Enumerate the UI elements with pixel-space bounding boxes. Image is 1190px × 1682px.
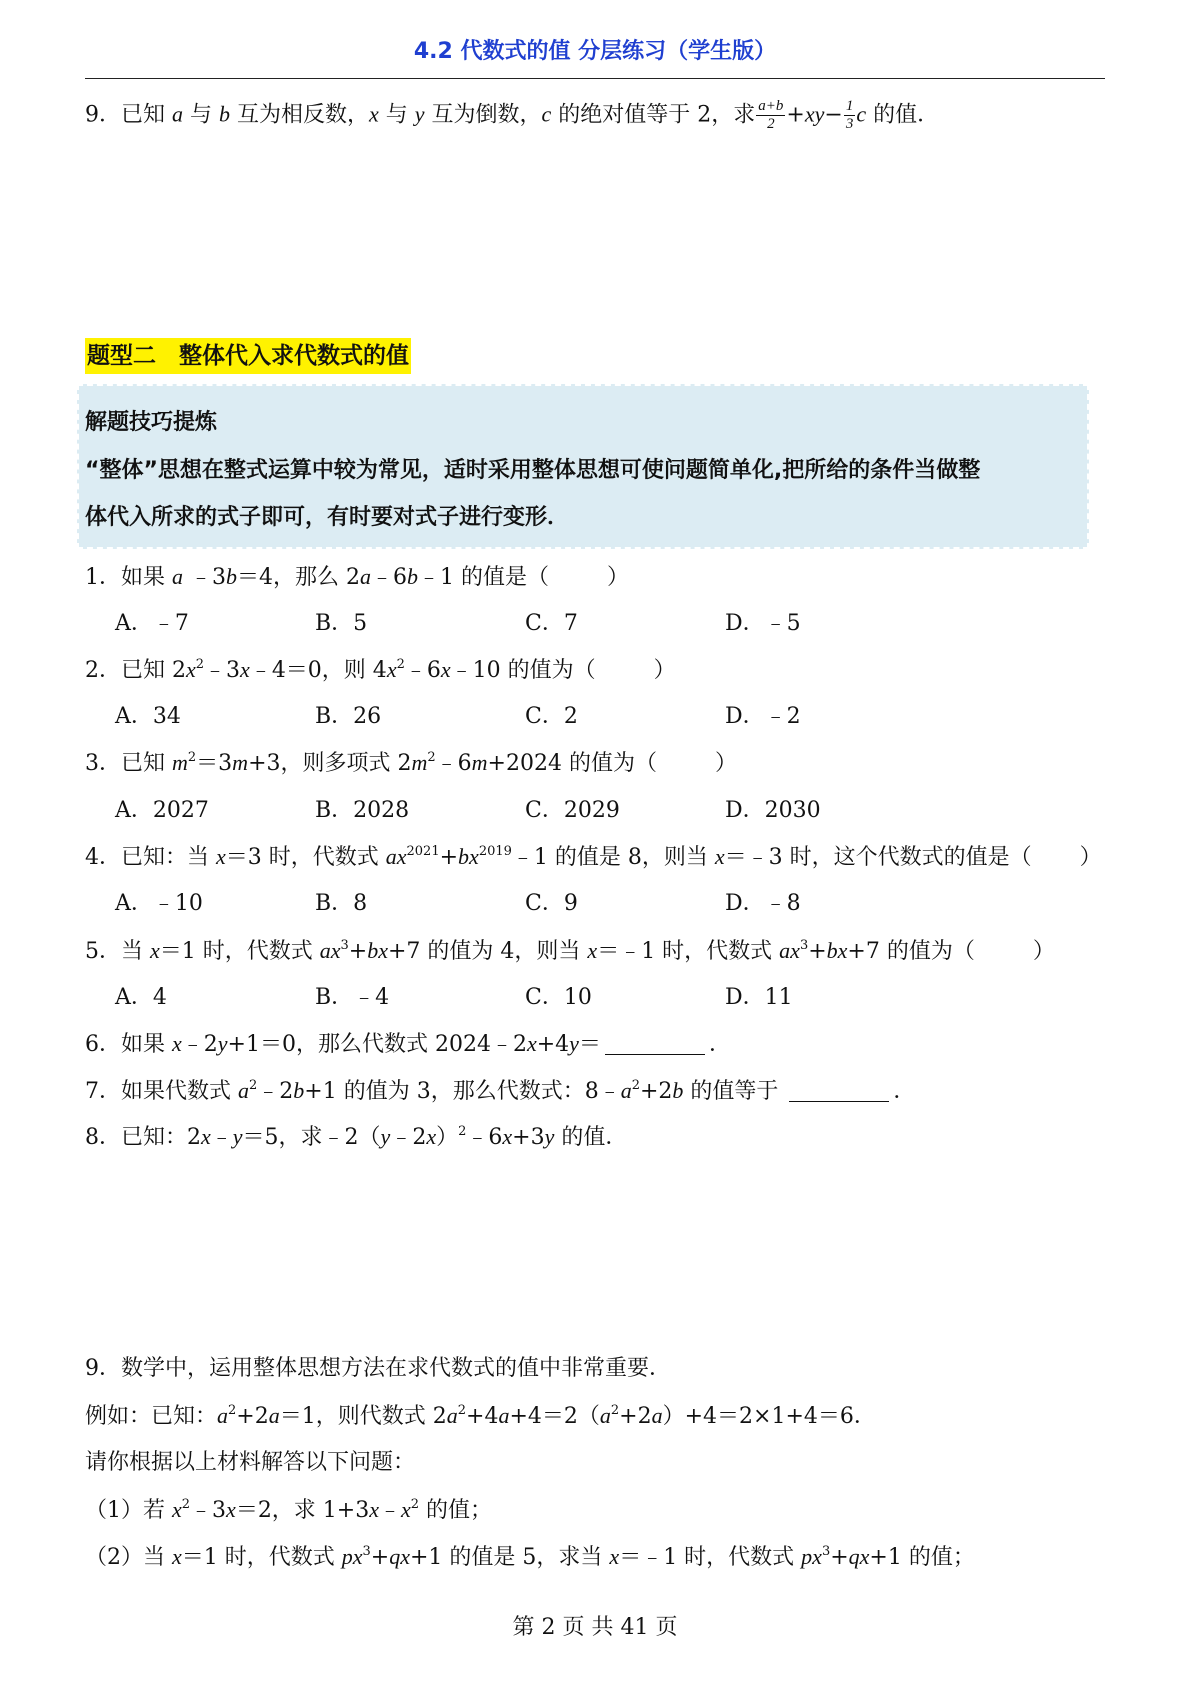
tip-line-2: 体代入所求的式子即可，有时要对式子进行变形． — [85, 505, 570, 530]
q1-option-d: D．﹣5 — [725, 611, 801, 636]
question-6: 6．如果 x﹣2y+1＝0，那么代数式 2024﹣2x+4y＝ ． — [85, 1031, 731, 1057]
q2-option-c: C．2 — [525, 704, 578, 729]
q5-option-c: C．10 — [525, 985, 592, 1010]
q3-option-d: D．2030 — [725, 798, 821, 823]
fraction-one-third: $\frac{1}{3}$ — [845, 98, 854, 132]
q2-option-a: A．34 — [115, 704, 181, 729]
question-3: 3．已知 $m^2=3m+3$，则多项式 $2m^2﹣6m+2024$ 的值为（ ） — [85, 750, 737, 776]
fraction-a-plus-b-over-2: $\frac{a+b}{2}$ — [758, 98, 784, 132]
q2-option-d: D．﹣2 — [725, 704, 801, 729]
question-2: 2．已知 $2x^2﹣3x﹣4=0$，则 $4x^2﹣6x﹣10$ 的值为（ ） — [85, 657, 676, 683]
header-rule — [85, 78, 1105, 79]
answer-blank[interactable] — [605, 1032, 705, 1055]
question-1: 1．如果 a ﹣3b＝4，那么 2a﹣6b﹣1 的值是（ ） — [85, 564, 630, 590]
page-footer: 第 2 页 共 41 页 — [512, 1615, 678, 1640]
q1-option-c: C．7 — [525, 611, 578, 636]
question-7: 7．如果代数式 $a^2﹣2b+1$ 的值为 3，那么代数式：$8﹣a^2+2b$ 的值等于 ． — [85, 1078, 916, 1104]
question-9-part-2: （2）当 x＝1 时，代数式 $px^3+qx+1$ 的值是 5，求当 x＝﹣1 时，代数式 $px^3+qx+1$ 的值； — [85, 1544, 975, 1570]
question-9-ask: 请你根据以上材料解答以下问题： — [85, 1450, 416, 1475]
question-9: 9．数学中，运用整体思想方法在求代数式的值中非常重要． — [85, 1356, 672, 1381]
q3-option-c: C．2029 — [525, 798, 620, 823]
q4-option-c: C．9 — [525, 891, 578, 916]
q2-option-b: B．26 — [315, 704, 382, 729]
q4-option-b: B．8 — [315, 891, 368, 916]
question-9-top: 9．已知 a 与 b 互为相反数，x 与 y 互为倒数，c 的绝对值等于 2，求 $\frac{a+b}{2}$ +xy− $\frac{1}{3}$ c 的值． — [85, 98, 940, 132]
q3-option-b: B．2028 — [315, 798, 410, 823]
question-4: 4．已知：当 x＝3 时，代数式 $ax^{2021}+bx^{2019}﹣1$ 的值是 8，则当 x＝﹣3 时，这个代数式的值是（ ） — [85, 844, 1102, 870]
q1-option-b: B．5 — [315, 611, 368, 636]
question-9-part-1: （1）若 $x^2﹣3x=2$，求 $1+3x﹣x^2$ 的值； — [85, 1497, 493, 1523]
q4-option-d: D．﹣8 — [725, 891, 801, 916]
tip-line-1: “整体”思想在整式运算中较为常见，适时采用整体思想可使问题简单化,把所给的条件当做整 — [85, 458, 981, 483]
q5-option-a: A．4 — [115, 985, 167, 1010]
question-9-example: 例如：已知：$a^2+2a=1$，则代数式 $2a^2+4a+4=2(a^2+2a)+4=2\times 1+4=6$． — [85, 1403, 876, 1429]
section-title: 题型二 整体代入求代数式的值 — [85, 338, 411, 374]
tip-heading: 解题技巧提炼 — [85, 410, 218, 435]
q5-option-b: B．﹣4 — [315, 985, 390, 1010]
question-5: 5．当 x＝1 时，代数式 $ax^3+bx+7$ 的值为 4，则当 x＝﹣1 时，代数式 $ax^3+bx+7$ 的值为（ ） — [85, 938, 1055, 964]
page-header-title: 4.2 代数式的值 分层练习（学生版） — [413, 39, 777, 64]
q5-option-d: D．11 — [725, 985, 793, 1010]
question-8: 8．已知：2x﹣y＝5，求﹣2（y﹣2x）$^2$﹣6x+3y 的值． — [85, 1124, 628, 1150]
q1-option-a: A．﹣7 — [115, 611, 189, 636]
q3-option-a: A．2027 — [115, 798, 209, 823]
q4-option-a: A．﹣10 — [115, 891, 203, 916]
answer-blank[interactable] — [789, 1079, 889, 1102]
